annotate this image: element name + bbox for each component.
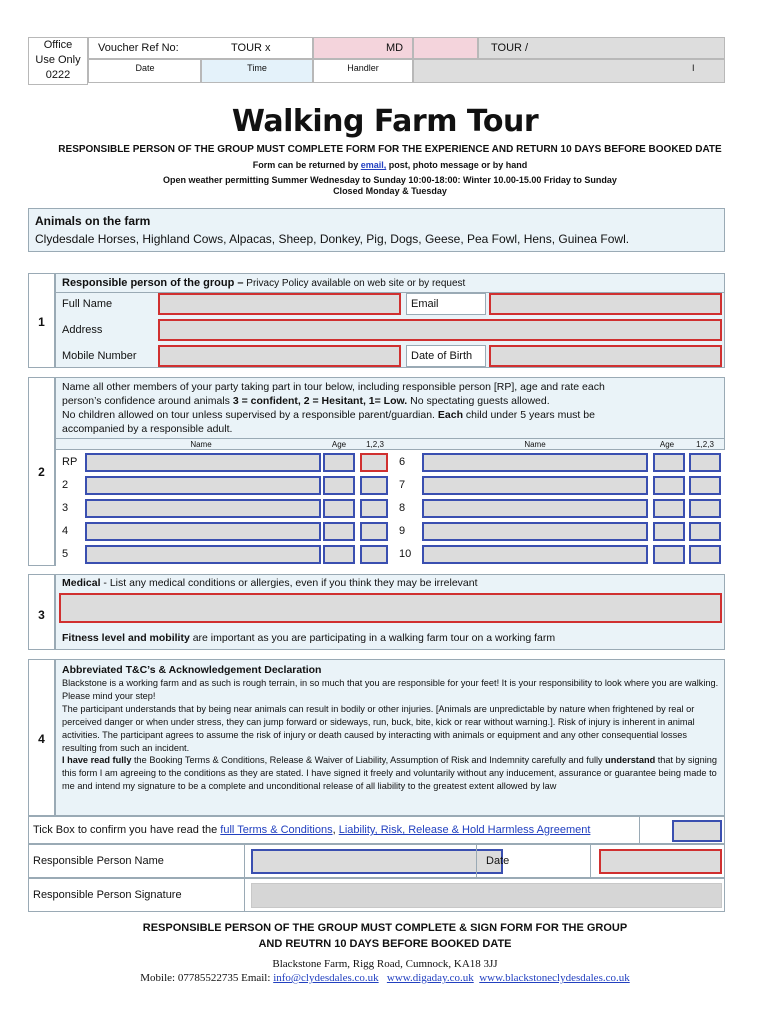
member-row-label: 2 [62, 479, 69, 491]
rp-signature-label: Responsible Person Signature [33, 889, 182, 901]
date-cell [88, 59, 201, 83]
col-rate-right: 1,2,3 [696, 440, 714, 449]
tour-field[interactable] [478, 37, 725, 59]
member-row-label: 4 [62, 525, 69, 537]
email-input[interactable] [489, 293, 722, 315]
member-rating-input[interactable] [360, 499, 388, 518]
member-rating-input[interactable] [360, 476, 388, 495]
section-1-number: 1 [28, 273, 55, 368]
full-name-input[interactable] [158, 293, 401, 315]
member-age-input[interactable] [653, 545, 685, 564]
rp-name-label: Responsible Person Name [33, 855, 164, 867]
office-label-2: Use Only [35, 54, 81, 66]
member-rating-input[interactable] [360, 545, 388, 564]
handler-cell [313, 59, 413, 83]
rp-signature-input[interactable] [251, 883, 722, 908]
members-line-2-post: No spectating guests allowed. [407, 395, 550, 407]
tc-heading: Abbreviated T&C’s & Acknowledgement Declaration [62, 664, 322, 676]
footer-address: Blackstone Farm, Rigg Road, Cumnock, KA18 3JJ [272, 958, 498, 970]
member-row-label: 3 [62, 502, 69, 514]
medical-text: - List any medical conditions or allergies, even if you think they may be irrelevant [100, 577, 478, 589]
mobile-label: Mobile Number [62, 350, 137, 362]
address-input[interactable] [158, 319, 722, 341]
members-line-3-pre: No children allowed on tour unless supervised by a responsible parent/guardian. [62, 409, 438, 421]
dob-label: Date of Birth [411, 350, 473, 362]
divider [590, 845, 591, 878]
member-age-input[interactable] [323, 476, 355, 495]
col-name-right: Name [524, 440, 546, 449]
liability-link[interactable]: Liability, Risk, Release & Hold Harmless Agreement [338, 824, 591, 836]
footer-notice-2: AND REUTRN 10 DAYS BEFORE BOOKED DATE [258, 938, 512, 950]
member-rating-input[interactable] [360, 522, 388, 541]
members-line-2-pre: person’s confidence around animals [62, 395, 233, 407]
member-name-input[interactable] [422, 453, 648, 472]
tc-understand: understand [605, 755, 656, 766]
members-table-header [56, 438, 725, 450]
medical-input[interactable] [59, 593, 722, 623]
date-input[interactable] [599, 849, 722, 874]
md-label: MD [386, 42, 404, 54]
medical-heading: Medical [62, 577, 101, 589]
return-email-link[interactable]: email, [360, 160, 387, 170]
date-label: Date [135, 63, 155, 73]
each-word: Each [437, 409, 464, 421]
member-age-input[interactable] [653, 476, 685, 495]
dob-label-cell [406, 345, 486, 367]
section-2-number: 2 [28, 377, 55, 566]
member-name-input[interactable] [85, 545, 321, 564]
full-name-label: Full Name [62, 298, 113, 310]
tour-slash-label: TOUR / [491, 42, 529, 54]
handler-bar: I [692, 63, 695, 73]
date-label: Date [486, 855, 510, 867]
member-row-label: 5 [62, 548, 69, 560]
handler-label: Handler [347, 63, 379, 73]
fitness-heading: Fitness level and mobility [62, 632, 190, 644]
member-name-input[interactable] [85, 522, 321, 541]
rating-scale: 3 = confident, 2 = Hesitant, 1= Low. [232, 395, 408, 407]
tick-box-pre: Tick Box to confirm you have read the [33, 824, 221, 836]
time-label: Time [247, 63, 267, 73]
divider [244, 845, 245, 878]
animals-list: Clydesdale Horses, Highland Cows, Alpacas, Sheep, Donkey, Pig, Dogs, Geese, Pea Fowl, Hens, Guinea Fowl. [35, 232, 630, 246]
members-line-3-post: child under 5 years must be [463, 409, 595, 421]
digaday-link[interactable]: www.digaday.co.uk [386, 972, 474, 984]
confirm-checkbox[interactable] [672, 820, 722, 842]
return-pre: Form can be returned by [252, 160, 361, 170]
member-row-label: 10 [399, 548, 412, 560]
tick-box-sep: , [332, 824, 339, 836]
footer-email-link[interactable]: info@clydesdales.co.uk [273, 972, 379, 984]
md-field[interactable] [413, 37, 478, 59]
office-use-cell [28, 37, 88, 85]
divider [476, 845, 477, 878]
member-rating-input[interactable] [689, 499, 721, 518]
member-age-input[interactable] [653, 499, 685, 518]
tick-box-row [28, 816, 725, 844]
tc-paragraph-3 [62, 754, 719, 793]
section-1-heading-row [62, 277, 465, 289]
member-row-label: 7 [399, 479, 406, 491]
member-age-input[interactable] [323, 453, 355, 472]
members-line-3 [62, 409, 595, 421]
member-age-input[interactable] [323, 522, 355, 541]
closed-days: Closed Monday & Tuesday [333, 186, 447, 196]
rp-signature-row [28, 878, 725, 912]
member-row-label: 6 [399, 456, 406, 468]
page-title: Walking Farm Tour [231, 104, 539, 139]
member-name-input[interactable] [85, 476, 321, 495]
member-name-input[interactable] [422, 545, 648, 564]
member-row-label: 9 [399, 525, 406, 537]
member-name-input[interactable] [85, 453, 321, 472]
section-1-heading: Responsible person of the group – [62, 277, 244, 289]
office-code: 0222 [45, 69, 71, 81]
tc-p3-text-2: that by signing this form I am agreeing to the conditions as they are stated. I have signed it freely and voluntarily without any inducement, assurance or guarantee being made to me and intend my signature to be a complete and unconditional release of all liability to the greatest extent allowed by law [62, 755, 718, 792]
return-post: post, photo message or by hand [386, 160, 528, 170]
member-rating-input[interactable] [689, 476, 721, 495]
member-age-input[interactable] [653, 453, 685, 472]
animals-panel [28, 208, 725, 252]
member-rating-input[interactable] [689, 522, 721, 541]
opening-hours: Open weather permitting Summer Wednesday to Sunday 10:00-18:00: Winter 10.00-15.00 Friday to Sunday [163, 175, 617, 185]
tc-paragraph-1: Blackstone is a working farm and as such is rough terrain, in so much that you are responsible for your feet! It is your responsibility to look where you are walking. Please mind your step! [62, 678, 719, 701]
member-rating-input[interactable] [689, 545, 721, 564]
footer-notice-1: RESPONSIBLE PERSON OF THE GROUP MUST COMPLETE & SIGN FORM FOR THE GROUP [142, 922, 628, 934]
member-name-input[interactable] [422, 476, 648, 495]
animals-heading: Animals on the farm [35, 214, 151, 228]
tc-read-fully: I have read fully [62, 755, 132, 766]
handler-field[interactable] [413, 59, 725, 83]
member-name-input[interactable] [422, 499, 648, 518]
divider [244, 879, 245, 912]
blackstone-link[interactable]: www.blackstoneclydesdales.co.uk [479, 972, 630, 984]
col-age-left: Age [331, 440, 347, 449]
member-row-label: RP [62, 456, 78, 468]
section-4-panel [55, 659, 725, 816]
section-2-panel [55, 377, 725, 566]
tc-p3-text-1: the Booking Terms & Conditions, Release & Waiver of Liability, Assumption of Risk and Indemnity carefully and fully [131, 755, 606, 766]
member-age-input[interactable] [323, 545, 355, 564]
members-line-4: accompanied by a responsible adult. [62, 423, 233, 435]
address-label: Address [62, 324, 103, 336]
footer-mobile: Mobile: 07785522735 Email: [140, 972, 274, 984]
fitness-note [62, 632, 555, 644]
members-line-1: Name all other members of your party taking part in tour below, including responsible person [RP], age and rate each [62, 381, 605, 393]
terms-link[interactable]: full Terms & Conditions [220, 824, 333, 836]
section-3-panel [55, 574, 725, 650]
dob-input[interactable] [489, 345, 722, 367]
footer-contact [0, 972, 770, 984]
member-age-input[interactable] [653, 522, 685, 541]
divider [639, 817, 640, 844]
return-info [0, 160, 770, 170]
tc-paragraph-2: The participant understands that by being near animals can result in bodily or other injuries. [Animals are unpredictable by nature when frightened by real or perceived danger or when under stress, they can jump forward or sideways, run, buck, bite, kick or rear without warning.]. Risk of injury is inherent in animal activities. The participant agrees to assume the risk of injury or death caused by interacting with animals or equipment and any other consequential losses resulting from such an incident. [62, 703, 695, 753]
section-3-number: 3 [28, 574, 55, 650]
privacy-note: Privacy Policy available on web site or by request [243, 278, 466, 289]
tour-x-label: TOUR x [231, 42, 271, 54]
col-name-left: Name [190, 440, 212, 449]
voucher-label: Voucher Ref No: [98, 42, 179, 54]
fitness-text: are important as you are participating in a walking farm tour on a working farm [189, 632, 556, 644]
mobile-input[interactable] [158, 345, 401, 367]
members-line-2 [62, 395, 550, 407]
member-row-label: 8 [399, 502, 406, 514]
section-4-number: 4 [28, 659, 55, 816]
voucher-field[interactable] [313, 37, 413, 59]
member-age-input[interactable] [323, 499, 355, 518]
page-subtitle: RESPONSIBLE PERSON OF THE GROUP MUST COMPLETE FORM FOR THE EXPERIENCE AND RETURN 10 DAYS BEFORE BOOKED DATE [58, 144, 722, 155]
time-cell[interactable] [201, 59, 313, 83]
email-label: Email [411, 298, 439, 310]
email-label-cell [406, 293, 486, 315]
col-age-right: Age [659, 440, 675, 449]
member-name-input[interactable] [422, 522, 648, 541]
medical-prompt [62, 577, 478, 589]
section-1-panel [55, 273, 725, 368]
member-name-input[interactable] [85, 499, 321, 518]
tick-box-text [33, 824, 590, 836]
rp-name-input[interactable] [251, 849, 503, 874]
member-rating-input[interactable] [360, 453, 388, 472]
col-rate-left: 1,2,3 [366, 440, 384, 449]
voucher-cell [88, 37, 313, 59]
member-rating-input[interactable] [689, 453, 721, 472]
rp-name-row [28, 844, 725, 878]
office-label-1: Office [43, 39, 73, 51]
